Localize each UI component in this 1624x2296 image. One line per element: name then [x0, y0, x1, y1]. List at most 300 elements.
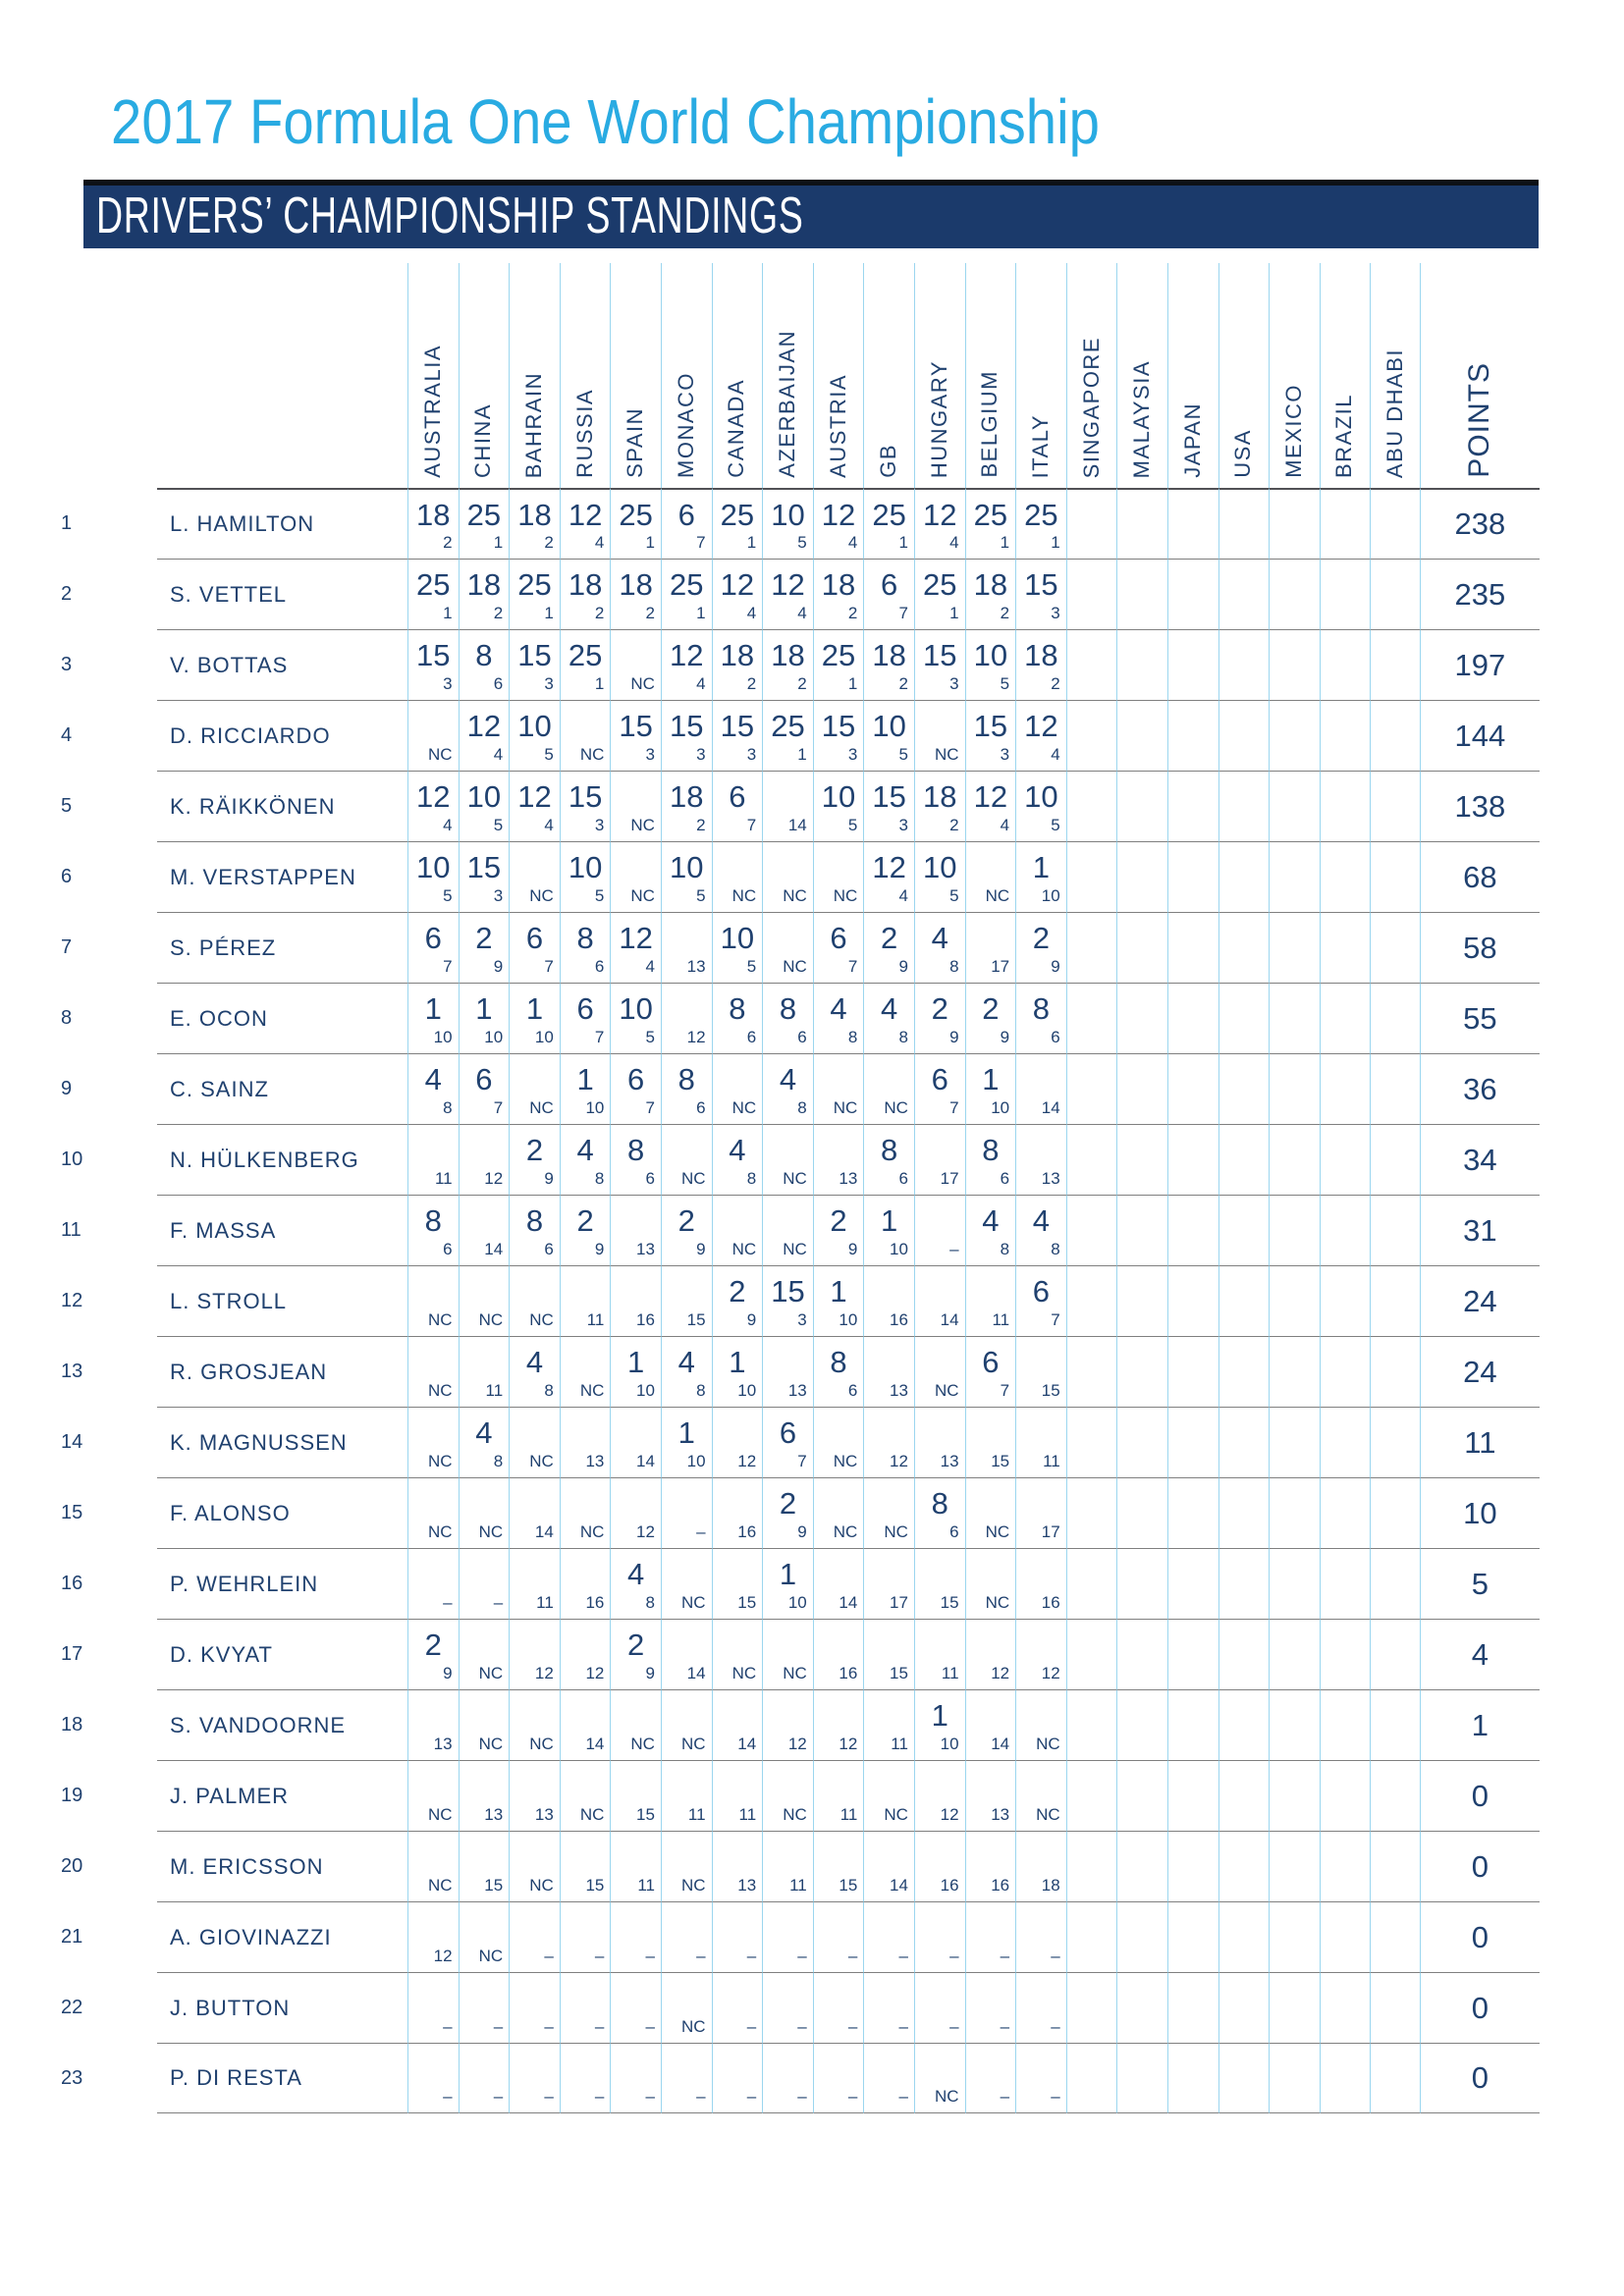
race-cell: [712, 1124, 763, 1195]
driver-name: K. RÄIKKÖNEN: [157, 771, 407, 841]
race-cell: [560, 2043, 611, 2113]
race-points: 18: [517, 498, 552, 532]
race-result: 16: [890, 1310, 908, 1329]
race-cell: [1116, 1760, 1167, 1831]
race-result: –: [797, 1947, 807, 1965]
race-result: 3: [746, 745, 757, 764]
race-cell: [863, 1407, 914, 1477]
race-result: –: [696, 2087, 706, 2106]
race-points: 25: [619, 498, 653, 532]
race-result: NC: [428, 1805, 453, 1824]
race-result: 4: [746, 604, 757, 622]
race-result: 13: [890, 1381, 908, 1400]
race-result: NC: [630, 1735, 655, 1753]
race-result: 3: [493, 886, 504, 905]
race-cell: [712, 1053, 763, 1124]
race-result: 16: [737, 1522, 757, 1541]
race-cell: [914, 2043, 965, 2113]
race-cell: [560, 1477, 611, 1548]
race-cell: [1015, 1619, 1066, 1689]
race-cell: [407, 1195, 459, 1265]
race-cell: [407, 1265, 459, 1336]
rank-cell: 5: [61, 794, 73, 817]
race-result: 13: [737, 1876, 757, 1895]
race-cell: [509, 1760, 560, 1831]
race-cell: [813, 629, 864, 700]
race-result: 11: [891, 1735, 908, 1753]
race-result: 12: [839, 1735, 858, 1753]
race-cell: [813, 2043, 864, 2113]
race-cell: [1116, 488, 1167, 559]
race-result: –: [797, 2017, 807, 2036]
race-cell: [1370, 559, 1421, 629]
race-cell: [509, 1831, 560, 1901]
col-header-label: MEXICO: [1280, 384, 1306, 478]
race-cell: [1066, 1972, 1117, 2043]
race-result: 13: [1041, 1169, 1060, 1188]
points-total: 1: [1421, 1689, 1540, 1760]
race-cell: [1320, 1689, 1371, 1760]
race-points: 2: [881, 921, 898, 955]
race-cell: [1320, 1477, 1371, 1548]
race-points: 1: [729, 1345, 746, 1379]
race-result: NC: [428, 1452, 453, 1470]
race-cell: [863, 2043, 914, 2113]
race-result: NC: [783, 1240, 807, 1258]
race-cell: [863, 700, 914, 771]
race-cell: [1066, 488, 1117, 559]
race-cell: [459, 983, 510, 1053]
race-cell: [1015, 2043, 1066, 2113]
race-cell: [560, 1831, 611, 1901]
race-result: 8: [1051, 1240, 1060, 1258]
race-points: 4: [931, 921, 948, 955]
race-cell: [1015, 983, 1066, 1053]
race-points: 10: [872, 709, 906, 743]
race-cell: [762, 1831, 813, 1901]
race-cell: [1015, 629, 1066, 700]
points-total: 0: [1421, 1972, 1540, 2043]
race-cell: [1269, 2043, 1320, 2113]
race-cell: [965, 771, 1016, 841]
race-cell: [863, 1124, 914, 1195]
race-cell: [1116, 1689, 1167, 1760]
header-spacer-driver: [157, 248, 407, 488]
race-points: 8: [576, 921, 594, 955]
race-result: 3: [949, 674, 959, 693]
col-header-bahrain: [509, 248, 560, 488]
race-result: 5: [645, 1028, 655, 1046]
race-cell: [509, 1336, 560, 1407]
race-cell: [1066, 559, 1117, 629]
race-points: 25: [1024, 498, 1058, 532]
race-result: NC: [833, 1522, 858, 1541]
race-cell: [1269, 771, 1320, 841]
race-result: –: [847, 1947, 858, 1965]
rank-cell: 3: [61, 653, 73, 675]
race-cell: [1167, 1831, 1218, 1901]
race-cell: [712, 629, 763, 700]
race-result: –: [594, 2087, 605, 2106]
race-result: 7: [949, 1098, 959, 1117]
race-result: 16: [636, 1310, 655, 1329]
race-cell: [509, 629, 560, 700]
race-cell: [914, 1053, 965, 1124]
race-cell: [1066, 629, 1117, 700]
col-header-label: GB: [876, 444, 901, 478]
race-result: 3: [645, 745, 655, 764]
race-result: 12: [534, 1664, 554, 1682]
race-cell: [560, 1195, 611, 1265]
col-header-usa: [1218, 248, 1270, 488]
race-cell: [1015, 771, 1066, 841]
col-header-china: [459, 248, 510, 488]
race-points: 18: [1024, 638, 1058, 672]
race-points: 8: [881, 1133, 898, 1167]
race-cell: [560, 1760, 611, 1831]
race-points: 2: [931, 991, 948, 1026]
race-cell: [407, 1407, 459, 1477]
race-cell: [610, 1265, 661, 1336]
race-cell: [1370, 1053, 1421, 1124]
race-result: 5: [443, 886, 453, 905]
race-cell: [459, 2043, 510, 2113]
race-cell: [1370, 700, 1421, 771]
race-result: NC: [681, 2017, 706, 2036]
race-result: NC: [428, 745, 453, 764]
race-cell: [863, 629, 914, 700]
race-points: 6: [627, 1062, 645, 1096]
race-points: 12: [872, 850, 906, 884]
race-result: –: [493, 2017, 504, 2036]
race-points: 15: [466, 850, 502, 884]
race-points: 8: [931, 1486, 948, 1521]
race-cell: [863, 841, 914, 912]
race-cell: [1015, 700, 1066, 771]
rank-cell: 6: [61, 865, 73, 887]
race-cell: [407, 629, 459, 700]
race-result: –: [746, 2087, 757, 2106]
race-cell: [1167, 1548, 1218, 1619]
race-result: 17: [890, 1593, 908, 1612]
race-cell: [509, 983, 560, 1053]
race-result: 12: [686, 1028, 706, 1046]
race-points: 4: [881, 991, 898, 1026]
rank-cell: 11: [61, 1218, 81, 1241]
race-points: 15: [416, 638, 451, 672]
race-cell: [863, 983, 914, 1053]
race-points: 25: [568, 638, 603, 672]
race-cell: [560, 1619, 611, 1689]
race-result: 11: [1043, 1452, 1060, 1470]
race-cell: [1116, 629, 1167, 700]
driver-name: V. BOTTAS: [157, 629, 407, 700]
race-result: 11: [536, 1593, 554, 1612]
race-cell: [762, 912, 813, 983]
race-result: 10: [686, 1452, 706, 1470]
race-cell: [509, 1124, 560, 1195]
driver-name: S. VETTEL: [157, 559, 407, 629]
col-header-malaysia: [1116, 248, 1167, 488]
race-cell: [1370, 1477, 1421, 1548]
race-cell: [965, 1477, 1016, 1548]
race-cell: [661, 983, 712, 1053]
race-result: NC: [579, 1381, 605, 1400]
race-points: 6: [881, 567, 898, 602]
race-cell: [712, 771, 763, 841]
race-points: 4: [779, 1062, 797, 1096]
race-cell: [762, 1195, 813, 1265]
race-cell: [1116, 841, 1167, 912]
race-result: 16: [991, 1876, 1010, 1895]
col-header-label: CANADA: [724, 379, 749, 478]
race-cell: [712, 1195, 763, 1265]
race-cell: [560, 1972, 611, 2043]
race-points: 25: [517, 567, 552, 602]
race-cell: [813, 1831, 864, 1901]
race-cell: [1015, 488, 1066, 559]
rank-cell: 18: [61, 1713, 83, 1735]
race-cell: [1218, 488, 1270, 559]
race-result: 5: [746, 957, 757, 976]
race-cell: [762, 841, 813, 912]
race-cell: [1015, 841, 1066, 912]
race-cell: [1269, 1407, 1320, 1477]
race-result: 5: [544, 745, 554, 764]
race-result: 14: [839, 1593, 858, 1612]
race-cell: [863, 1619, 914, 1689]
rank-cell: 2: [61, 582, 73, 605]
race-cell: [1320, 1265, 1371, 1336]
race-result: 13: [839, 1169, 858, 1188]
race-result: 3: [797, 1310, 807, 1329]
race-result: 3: [1051, 604, 1060, 622]
points-total: 144: [1421, 700, 1540, 771]
points-total: 235: [1421, 559, 1540, 629]
race-points: 1: [931, 1698, 948, 1733]
col-header-label: SINGAPORE: [1078, 336, 1104, 478]
race-cell: [1320, 488, 1371, 559]
race-points: 4: [525, 1345, 544, 1379]
col-header-label: SPAIN: [623, 407, 648, 478]
race-cell: [1167, 1407, 1218, 1477]
race-cell: [610, 700, 661, 771]
race-cell: [407, 1831, 459, 1901]
race-cell: [1370, 1548, 1421, 1619]
race-result: 14: [787, 816, 807, 834]
race-result: 12: [433, 1947, 453, 1965]
race-points: 15: [973, 709, 1008, 743]
race-cell: [863, 1760, 914, 1831]
race-points: 10: [1024, 779, 1058, 814]
race-cell: [1218, 841, 1270, 912]
race-cell: [813, 1265, 864, 1336]
col-header-label: MALAYSIA: [1129, 359, 1155, 478]
race-result: NC: [579, 1522, 605, 1541]
race-points: 1: [982, 1062, 1000, 1096]
race-result: –: [847, 2017, 858, 2036]
col-header-austria: [813, 248, 864, 488]
race-cell: [1218, 1336, 1270, 1407]
race-cell: [459, 1265, 510, 1336]
race-result: 1: [797, 745, 807, 764]
race-cell: [1370, 629, 1421, 700]
race-result: NC: [884, 1805, 908, 1824]
race-result: 12: [890, 1452, 908, 1470]
race-result: 2: [594, 604, 605, 622]
race-result: 7: [594, 1028, 605, 1046]
race-cell: [1066, 1831, 1117, 1901]
race-cell: [661, 1265, 712, 1336]
race-cell: [1370, 912, 1421, 983]
driver-name: S. VANDOORNE: [157, 1689, 407, 1760]
race-cell: [1370, 1760, 1421, 1831]
race-cell: [762, 488, 813, 559]
race-cell: [610, 1477, 661, 1548]
race-result: 8: [847, 1028, 858, 1046]
col-header-italy: [1015, 248, 1066, 488]
race-points: 10: [416, 850, 451, 884]
race-cell: [1167, 1901, 1218, 1972]
race-result: 8: [544, 1381, 554, 1400]
race-cell: [1116, 1053, 1167, 1124]
race-result: 2: [493, 604, 504, 622]
race-points: 15: [517, 638, 552, 672]
race-result: 15: [839, 1876, 858, 1895]
race-cell: [1015, 1407, 1066, 1477]
race-result: 15: [890, 1664, 908, 1682]
rank-cell: 17: [61, 1642, 83, 1665]
race-result: –: [645, 2017, 655, 2036]
race-result: 2: [898, 674, 908, 693]
race-points: 2: [677, 1203, 695, 1238]
race-result: 13: [686, 957, 706, 976]
race-cell: [914, 1831, 965, 1901]
race-points: 10: [821, 779, 856, 814]
race-cell: [1370, 1689, 1421, 1760]
race-cell: [1066, 1265, 1117, 1336]
race-points: 2: [627, 1628, 645, 1662]
race-result: 12: [940, 1805, 959, 1824]
race-cell: [661, 2043, 712, 2113]
race-cell: [914, 1619, 965, 1689]
race-cell: [661, 1477, 712, 1548]
race-result: 9: [594, 1240, 605, 1258]
standings-table: [61, 248, 1540, 2113]
race-result: 17: [1041, 1522, 1060, 1541]
rank-cell: 1: [61, 511, 73, 534]
race-cell: [965, 841, 1016, 912]
race-cell: [407, 841, 459, 912]
race-cell: [762, 1265, 813, 1336]
race-points: 1: [576, 1062, 594, 1096]
race-points: 4: [729, 1133, 746, 1167]
points-total: 68: [1421, 841, 1540, 912]
race-result: 1: [949, 604, 959, 622]
driver-name: N. HÜLKENBERG: [157, 1124, 407, 1195]
race-result: –: [594, 1947, 605, 1965]
race-result: NC: [833, 886, 858, 905]
race-points: 15: [720, 709, 755, 743]
race-points: 6: [779, 1415, 797, 1450]
race-cell: [1218, 2043, 1270, 2113]
race-cell: [965, 1901, 1016, 1972]
race-cell: [1167, 1477, 1218, 1548]
rank-cell: 13: [61, 1360, 83, 1382]
race-cell: [1269, 1619, 1320, 1689]
race-cell: [1066, 1548, 1117, 1619]
race-result: 3: [594, 816, 605, 834]
race-cell: [1320, 1053, 1371, 1124]
race-points: 18: [973, 567, 1008, 602]
driver-name: M. ERICSSON: [157, 1831, 407, 1901]
race-points: 18: [619, 567, 653, 602]
race-cell: [1218, 559, 1270, 629]
race-cell: [965, 559, 1016, 629]
race-result: –: [1000, 2087, 1010, 2106]
race-result: NC: [529, 886, 554, 905]
race-cell: [1370, 1619, 1421, 1689]
race-result: 14: [636, 1452, 655, 1470]
race-result: –: [544, 1947, 554, 1965]
race-result: NC: [934, 1381, 959, 1400]
driver-name: L. STROLL: [157, 1265, 407, 1336]
race-result: 13: [636, 1240, 655, 1258]
race-cell: [914, 1195, 965, 1265]
race-points: 8: [627, 1133, 645, 1167]
race-points: 1: [627, 1345, 645, 1379]
race-cell: [914, 1124, 965, 1195]
col-header-label: ABU DHABI: [1382, 347, 1408, 478]
race-cell: [1218, 912, 1270, 983]
race-cell: [914, 912, 965, 983]
race-result: 9: [797, 1522, 807, 1541]
race-result: 10: [737, 1381, 757, 1400]
col-header-label: BELGIUM: [977, 370, 1002, 478]
race-cell: [1066, 1477, 1117, 1548]
driver-name: F. ALONSO: [157, 1477, 407, 1548]
race-points: 12: [517, 779, 552, 814]
race-cell: [1218, 1477, 1270, 1548]
race-cell: [610, 2043, 661, 2113]
rank-cell: 16: [61, 1572, 83, 1594]
rank-cell: 10: [61, 1148, 83, 1170]
race-points: 15: [922, 638, 957, 672]
race-cell: [1116, 1124, 1167, 1195]
race-cell: [1167, 1195, 1218, 1265]
driver-name: E. OCON: [157, 983, 407, 1053]
race-cell: [661, 1689, 712, 1760]
driver-name: P. WEHRLEIN: [157, 1548, 407, 1619]
race-cell: [813, 983, 864, 1053]
race-cell: [1370, 1265, 1421, 1336]
race-cell: [610, 841, 661, 912]
race-result: 4: [696, 674, 706, 693]
race-cell: [712, 1477, 763, 1548]
race-result: 7: [696, 533, 706, 552]
race-points: 1: [830, 1274, 847, 1308]
race-cell: [1320, 2043, 1371, 2113]
race-cell: [1269, 1477, 1320, 1548]
race-cell: [1269, 1548, 1320, 1619]
rank-cell: 14: [61, 1430, 83, 1453]
race-result: NC: [529, 1098, 554, 1117]
race-result: NC: [529, 1452, 554, 1470]
race-cell: [1269, 700, 1320, 771]
race-points: 12: [416, 779, 451, 814]
race-result: 12: [737, 1452, 757, 1470]
col-header-monaco: [661, 248, 712, 488]
